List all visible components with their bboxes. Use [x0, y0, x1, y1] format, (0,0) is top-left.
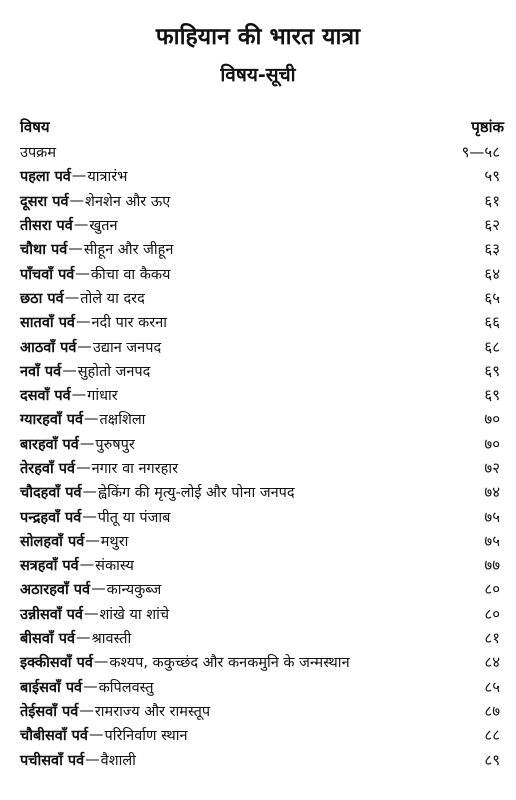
toc-entry-title [20, 482, 295, 502]
separator-dash: — [84, 411, 99, 428]
separator-dash: — [82, 508, 97, 525]
toc-entry [20, 261, 504, 285]
toc-entry-title [20, 579, 161, 599]
chapter-label: सोलहवाँ पर्व [20, 533, 85, 550]
chapter-topic: पुरुषपुर [95, 436, 135, 453]
separator-dash: — [75, 265, 90, 282]
page-number: ६२ [484, 216, 500, 235]
toc-entry [20, 529, 504, 553]
separator-dash: — [76, 314, 91, 331]
toc-entry-title [20, 507, 170, 527]
toc-entry [20, 310, 504, 334]
toc-header [20, 117, 504, 137]
toc-entry [20, 189, 504, 213]
toc-entry-title [20, 239, 173, 259]
chapter-topic: नगार वा नगरहार [91, 461, 179, 477]
toc-entry-title [20, 142, 56, 162]
chapter-label: अठारहवाँ पर्व [20, 582, 91, 599]
separator-dash: — [91, 581, 106, 598]
toc-entry [20, 626, 504, 650]
subject-column-header: विषय [20, 118, 50, 136]
page-number: ५९ [484, 167, 500, 186]
toc-entry [20, 699, 504, 723]
page-column-header: पृष्ठांक [471, 118, 504, 136]
toc-entry [20, 723, 504, 747]
separator-dash: — [76, 630, 91, 647]
toc-entry-title [20, 361, 150, 381]
chapter-label: दूसरा पर्व [20, 193, 69, 210]
chapter-topic: परिनिर्वाण स्थान [104, 728, 188, 745]
page-number: ७५ [484, 531, 500, 550]
chapter-label: आठवाँ पर्व [20, 339, 77, 356]
toc-entry-title [20, 628, 131, 648]
toc-entry-title [20, 312, 167, 332]
chapter-label: पचीसवाँ पर्व [20, 752, 85, 769]
chapter-topic: सीहून और जीहून [83, 242, 174, 259]
page-number: ९—५८ [461, 143, 500, 162]
page-number: ८५ [484, 677, 500, 696]
separator-dash: — [82, 484, 98, 501]
toc-entry [20, 334, 504, 358]
toc-entry-title [20, 555, 134, 575]
toc-entry-title [20, 677, 154, 697]
page-number: ८८ [484, 726, 500, 745]
toc-entry [20, 602, 504, 626]
chapter-topic: उद्यान जनपद [92, 339, 162, 356]
separator-dash: — [71, 168, 87, 185]
separator-dash: — [69, 192, 85, 209]
chapter-label: चौथा पर्व [20, 242, 68, 259]
toc-entry-title [20, 725, 188, 745]
chapter-label: बाईसवाँ पर्व [20, 679, 83, 696]
chapter-label: बीसवाँ पर्व [20, 631, 76, 648]
chapter-topic: शांखे या शांचे [99, 606, 170, 623]
page-number: ६८ [484, 337, 500, 356]
page-number: ७४ [484, 483, 500, 502]
toc-entry [20, 650, 504, 674]
separator-dash: — [79, 702, 94, 719]
separator-dash: — [79, 557, 95, 574]
chapter-label: पन्द्रहवाँ पर्व [20, 509, 82, 526]
page-number: ८१ [484, 629, 500, 648]
toc-entry [20, 456, 504, 480]
toc-entry [20, 747, 504, 771]
separator-dash: — [79, 435, 95, 452]
separator-dash: — [83, 605, 99, 622]
chapter-label: बारहवाँ पर्व [20, 436, 79, 453]
page-number: ८७ [484, 701, 500, 720]
separator-dash: — [85, 751, 100, 768]
chapter-label: ग्यारहवाँ पर्व [20, 412, 84, 429]
toc-entry [20, 213, 504, 237]
page-number: ७० [484, 434, 500, 453]
chapter-topic: गांधार [87, 388, 118, 405]
page-number: ६५ [484, 288, 500, 307]
chapter-topic: ह्वेकिंग की मृत्यु-लोई और पोना जनपद [98, 485, 295, 502]
page-number: ८० [484, 604, 500, 623]
page-number: ६४ [484, 264, 500, 283]
chapter-label: पाँचवाँ पर्व [20, 266, 75, 283]
page-number: ७० [484, 410, 500, 429]
chapter-topic: पीतू या पंजाब [97, 509, 171, 526]
page-title: फाहियान की भारत यात्रा [155, 24, 361, 50]
chapter-topic: मथुरा [100, 533, 129, 550]
toc-entry-title [20, 531, 128, 551]
separator-dash: — [68, 241, 83, 258]
page-number: ६३ [484, 240, 500, 259]
chapter-topic: वैशाली [100, 752, 136, 769]
toc-entry [20, 407, 504, 431]
chapter-label: नवाँ पर्व [20, 363, 62, 380]
separator-dash: — [88, 727, 104, 744]
separator-dash: — [64, 289, 80, 306]
page-number: ७२ [484, 459, 500, 477]
toc-entry-title [20, 434, 135, 454]
chapter-topic: रामराज्य और रामस्तूप [94, 703, 211, 720]
toc-entry [20, 480, 504, 504]
toc-entry [20, 432, 504, 456]
page-number: ७५ [484, 507, 500, 526]
separator-dash: — [73, 217, 89, 234]
toc-entry-title [20, 264, 170, 284]
toc-entry-title [20, 337, 161, 357]
toc-entry-title [20, 458, 178, 478]
chapter-topic: संकास्य [95, 558, 134, 575]
separator-dash: — [93, 654, 109, 671]
toc-entry-title [20, 409, 145, 429]
chapter-label: उपक्रम [20, 145, 56, 162]
chapter-topic: सुहोतो जनपद [77, 363, 151, 380]
toc-entry [20, 286, 504, 310]
toc-entry-title [20, 385, 118, 405]
toc-entry [20, 359, 504, 383]
toc-entry [20, 504, 504, 528]
chapter-topic: श्रावस्ती [91, 631, 132, 648]
toc-entry [20, 577, 504, 601]
chapter-label: सत्रहवाँ पर्व [20, 558, 79, 575]
chapter-label: तेईसवाँ पर्व [20, 703, 79, 720]
chapter-label: तेरहवाँ पर्व [20, 461, 76, 477]
toc-entry-title [20, 191, 170, 211]
chapter-label: सातवाँ पर्व [20, 315, 75, 332]
chapter-topic: यात्रारंभ [87, 169, 128, 186]
table-of-contents [20, 140, 504, 772]
page-number: ६१ [484, 191, 500, 210]
separator-dash: — [77, 338, 92, 355]
chapter-topic: तोले या दरद [80, 290, 145, 307]
toc-entry-title [20, 288, 145, 308]
chapter-label: इक्कीसवाँ पर्व [20, 655, 93, 672]
chapter-label: दसवाँ पर्व [20, 388, 71, 405]
separator-dash: — [62, 362, 77, 379]
toc-entry [20, 553, 504, 577]
toc-entry-title [20, 701, 210, 721]
page-number: ६९ [484, 361, 500, 380]
page-number: ६९ [484, 386, 500, 405]
toc-entry [20, 675, 504, 699]
toc-entry [20, 140, 504, 164]
page-number: ७७ [484, 556, 500, 575]
chapter-topic: खुतन [89, 218, 118, 235]
chapter-label: उन्नीसवाँ पर्व [20, 606, 83, 623]
separator-dash: — [85, 532, 100, 549]
chapter-topic: कान्यकुब्ज [106, 582, 162, 599]
toc-entry [20, 383, 504, 407]
page-number: ८० [484, 580, 500, 599]
chapter-label: तीसरा पर्व [20, 218, 73, 235]
toc-entry [20, 237, 504, 261]
chapter-topic: कपिलवस्तु [98, 679, 154, 696]
page-number: ८४ [484, 653, 500, 672]
toc-entry-title [20, 604, 169, 624]
separator-dash: — [76, 460, 91, 476]
toc-entry [20, 164, 504, 188]
separator-dash: — [71, 387, 87, 404]
chapter-topic: कीचा वा कैकय [90, 266, 171, 283]
chapter-topic: तक्षशिला [99, 412, 146, 429]
chapter-topic: नदी पार करना [91, 315, 168, 332]
page-number: ८९ [484, 750, 500, 769]
chapter-topic: शेनशेन और ऊए [85, 193, 171, 210]
page-subtitle: विषय-सूची [220, 64, 296, 86]
chapter-topic: कश्यप, ककुच्छंद और कनकमुनि के जन्मस्थान [109, 655, 350, 672]
chapter-label: पहला पर्व [20, 169, 71, 186]
toc-entry-title [20, 750, 136, 770]
page-number: ६६ [484, 313, 500, 332]
chapter-label: चौबीसवाँ पर्व [20, 728, 88, 745]
toc-entry-title [20, 166, 127, 186]
chapter-label: चौदहवाँ पर्व [20, 485, 82, 502]
toc-entry-title [20, 652, 350, 672]
separator-dash: — [83, 678, 98, 695]
toc-entry-title [20, 215, 118, 235]
chapter-label: छठा पर्व [20, 290, 64, 307]
